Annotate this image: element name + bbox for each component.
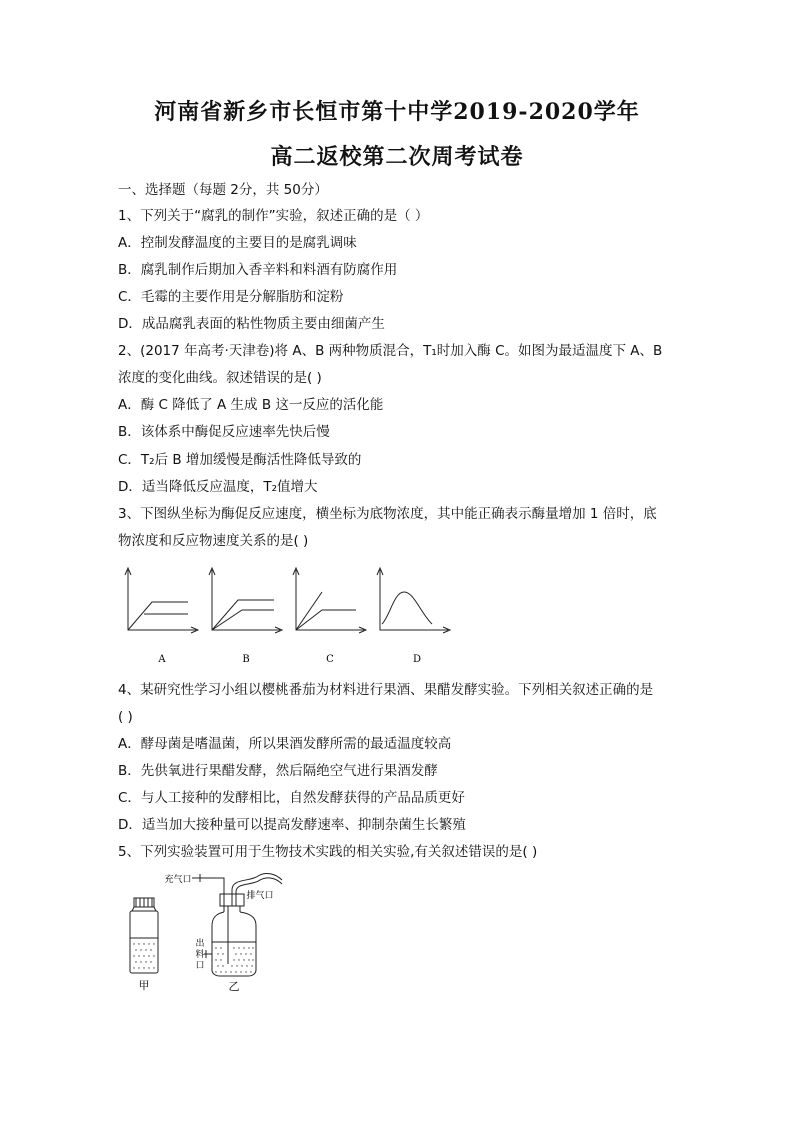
discharge-label-2: 料	[195, 950, 205, 960]
jar-b-label: 乙	[228, 980, 240, 993]
graph-a-curve-upper	[128, 602, 188, 630]
q3-stem-line1: 3、下图纵坐标为酶促反应速度，横坐标为底物浓度，其中能正确表示酶量增加 1 倍时，底	[118, 506, 657, 522]
graph-d-curve	[382, 592, 432, 624]
exam-title-line1: 河南省新乡市长恒市第十中学2019-2020学年	[154, 99, 640, 125]
inlet-label: 充气口	[164, 875, 192, 885]
jar-b-liquid-dots	[215, 947, 253, 972]
graph-d-axes	[380, 570, 448, 630]
jar-a-label: 甲	[138, 979, 150, 992]
jar-b-body	[212, 912, 256, 976]
discharge-label-3: 口	[195, 961, 205, 971]
q2-option-b: B．该体系中酶促反应速率先快后慢	[118, 424, 330, 440]
q2-option-c: C．T₂后 B 增加缓慢是酶活性降低导致的	[118, 452, 362, 468]
q2-option-d: D．适当降低反应温度，T₂值增大	[118, 479, 318, 495]
q3-graph-b-label: B	[242, 654, 250, 665]
q3-graph-c	[293, 568, 366, 633]
q4-option-b: B．先供氧进行果醋发酵，然后隔绝空气进行果酒发酵	[118, 763, 438, 779]
outlet-label: 排气口	[246, 891, 274, 901]
jar-b-discharge-tap	[204, 950, 212, 958]
graph-c-curve-lower	[296, 610, 356, 630]
exam-title-line2: 高二返校第二次周考试卷	[270, 144, 524, 170]
graph-b-curve-upper	[212, 600, 274, 630]
q4-option-a: A．酵母菌是嗜温菌，所以果酒发酵所需的最适温度较高	[118, 736, 452, 752]
section-heading: 一、选择题（每题 2分，共 50分）	[118, 182, 328, 198]
q1-option-c: C．毛霉的主要作用是分解脂肪和淀粉	[118, 289, 344, 305]
q5-apparatus-figure	[120, 868, 300, 998]
jar-b	[192, 873, 282, 976]
q3-graph-b	[209, 568, 282, 633]
q3-graphs-figure	[118, 562, 458, 672]
jar-a-body	[130, 911, 158, 973]
jar-a-liquid-dots	[133, 943, 154, 968]
jar-a-neck	[132, 907, 156, 911]
q3-graph-d	[377, 568, 450, 633]
q1-option-b: B．腐乳制作后期加入香辛料和料酒有防腐作用	[118, 262, 398, 278]
jar-b-neck	[224, 906, 240, 912]
q3-graph-a-label: A	[158, 654, 166, 665]
q3-graph-c-label: C	[326, 654, 334, 665]
q4-stem-line1: 4、某研究性学习小组以樱桃番茄为材料进行果酒、果醋发酵实验。下列相关叙述正确的是	[118, 682, 654, 698]
q4-option-d: D．适当加大接种量可以提高发酵速率、抑制杂菌生长繁殖	[118, 817, 466, 833]
q1-option-a: A．控制发酵温度的主要目的是腐乳调味	[118, 235, 357, 251]
graph-c-curve-upper	[296, 592, 322, 630]
q3-graph-a	[125, 568, 198, 633]
q1-stem: 1、下列关于“腐乳的制作”实验，叙述正确的是（ ）	[118, 208, 429, 224]
jar-a	[130, 898, 158, 973]
graph-a-axes	[128, 570, 196, 630]
jar-b-inlet-tube	[192, 878, 224, 906]
discharge-label-1: 出	[195, 939, 205, 949]
q3-graph-d-label: D	[412, 654, 422, 665]
q2-stem-line1: 2、(2017 年高考·天津卷)将 A、B 两种物质混合，T₁时加入酶 C。如图为最适温度下 A、B	[118, 343, 663, 359]
q5-stem: 5、下列实验装置可用于生物技术实践的相关实验,有关叙述错误的是( )	[118, 844, 538, 860]
q3-stem-line2: 物浓度和反应物速度关系的是( )	[118, 533, 309, 549]
q1-option-d: D．成品腐乳表面的粘性物质主要由细菌产生	[118, 316, 385, 332]
q4-option-c: C．与人工接种的发酵相比，自然发酵获得的产品品质更好	[118, 790, 465, 806]
jar-a-cap-ridges	[136, 898, 152, 907]
q2-option-a: A．酶 C 降低了 A 生成 B 这一反应的活化能	[118, 397, 384, 413]
q2-stem-line2: 浓度的变化曲线。叙述错误的是( )	[118, 370, 322, 386]
q4-stem-line2: ( )	[118, 709, 133, 725]
graph-c-axes	[296, 570, 364, 630]
